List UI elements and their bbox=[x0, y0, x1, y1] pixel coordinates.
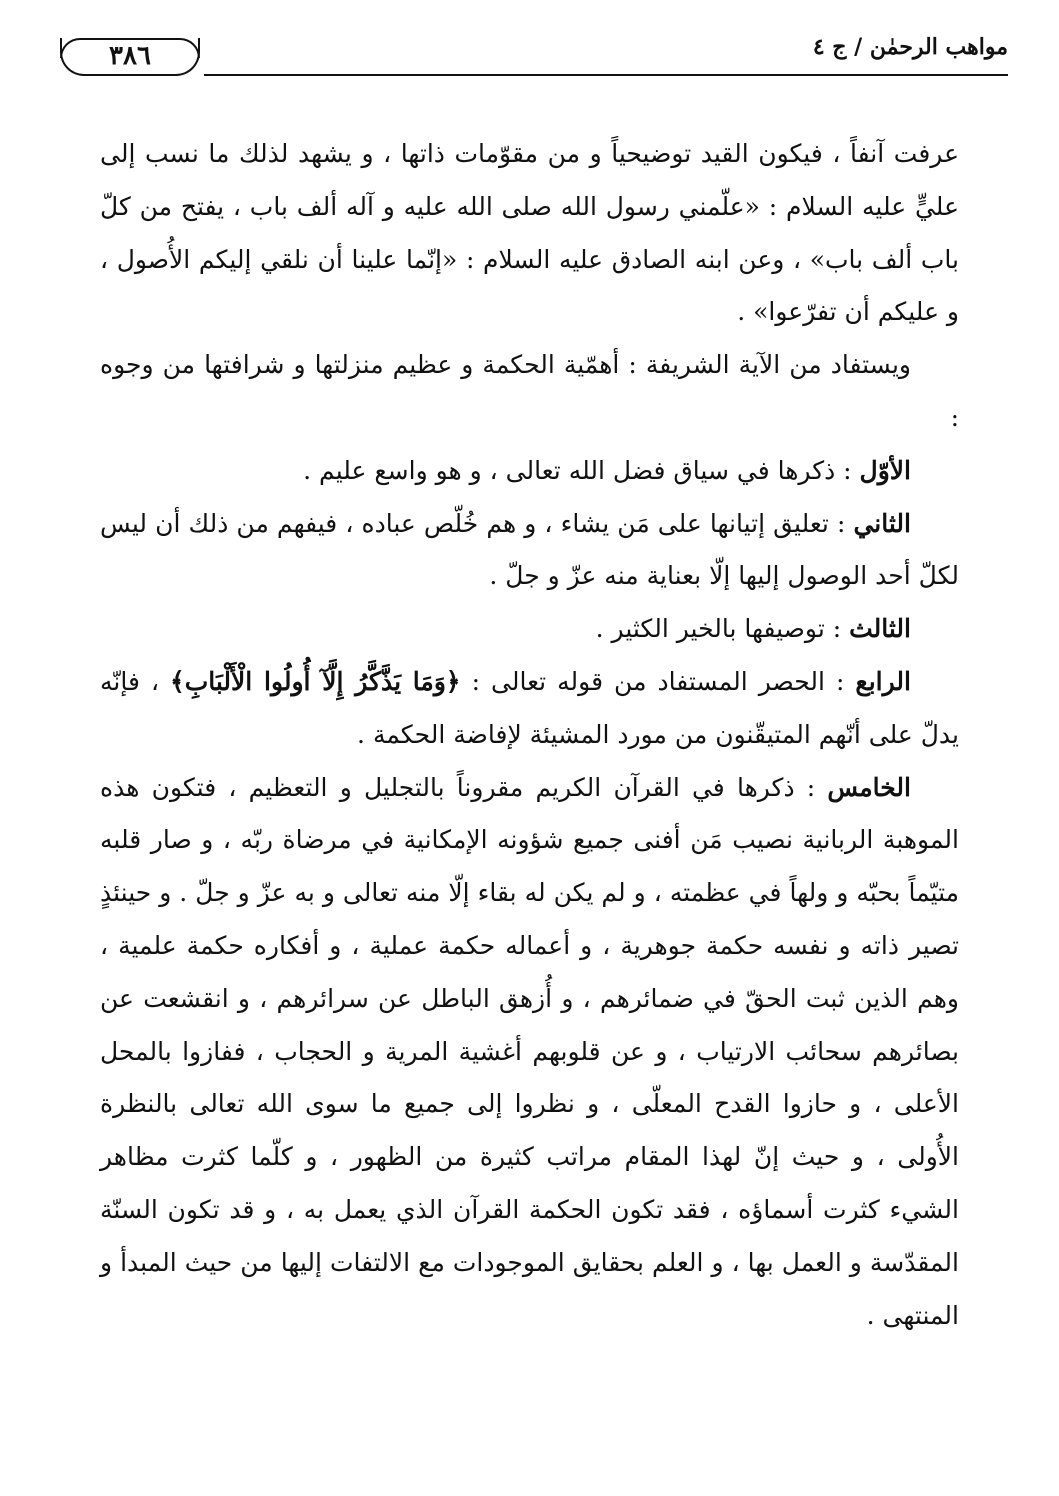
header-title: مواهب الرحمٰن / ج ٤ bbox=[812, 34, 1008, 60]
paragraph-text: : تعليق إتيانها على مَن يشاء ، و هم خُلّص عباده ، فيفهم من ذلك أن ليس لكلّ أحد الوصول إليها إلّا بعناية منه عزّ و جلّ . bbox=[100, 508, 959, 591]
paragraph-text: عرفت آنفاً ، فيكون القيد توضيحياً و من مقوّمات ذاتها ، و يشهد لذلك ما نسب إلى عليٍّ عليه السلام : «علّمني رسول الله صلى الله عليه و آله ألف باب ، يفتح من كلّ باب ألف باب» ، وعن ابنه الصادق عليه السلام : «إنّما علينا أن نلقي إليكم الأُصول ، و عليكم أن تفرّعوا» . bbox=[100, 139, 959, 327]
point-label: الثاني bbox=[853, 508, 911, 538]
paragraph bbox=[100, 128, 959, 339]
paragraph-text: ويستفاد من الآية الشريفة : أهمّية الحكمة و عظيم منزلتها و شرافتها من وجوه : bbox=[100, 350, 959, 432]
paragraph bbox=[100, 498, 959, 604]
point-label: الثالث bbox=[849, 614, 911, 644]
paragraph-text: ، فإنّه يدلّ على أنّهم المتيقّنون من مورد المشيئة لإفاضة الحكمة . bbox=[100, 666, 959, 749]
body-text bbox=[100, 128, 959, 1342]
point-label: الخامس bbox=[827, 772, 911, 802]
paragraph-text: : توصيفها بالخير الكثير . bbox=[595, 614, 850, 644]
point-label: الرابع bbox=[855, 666, 911, 696]
paragraph-text: : الحصر المستفاد من قوله تعالى : bbox=[460, 666, 856, 696]
paragraph bbox=[100, 762, 959, 1343]
paragraph bbox=[100, 656, 959, 762]
paragraph bbox=[100, 603, 959, 656]
paragraph bbox=[100, 445, 959, 498]
header-rule bbox=[204, 74, 1008, 76]
page-number: ٣٨٦ bbox=[60, 38, 200, 76]
quran-verse: ﴿وَمَا يَذَّكَّرُ إِلَّآ أُولُوا الْأَلْبَابِ﴾ bbox=[170, 666, 461, 696]
paragraph-text: : ذكرها في القرآن الكريم مقروناً بالتجليل و التعظيم ، فتكون هذه الموهبة الربانية نصيب مَن أفنى جميع شؤونه الإمكانية في مرضاة ربّه ، و صار قلبه متيّماً بحبّه و ولهاً في عظمته ، و لم يكن له بقاء إلّا منه تعالى و به عزّ و جلّ . و حينئذٍ تصير ذاته و نفسه حكمة جوهرية ، و أعماله حكمة عملية ، و أفكاره حكمة علمية ، وهم الذين ثبت الحقّ في ضمائرهم ، و أُزهق الباطل عن سرائرهم ، و انقشعت عن بصائرهم سحائب الارتياب ، و عن قلوبهم أغشية المرية و الحجاب ، ففازوا بالمحل الأعلى ، و حازوا القدح المعلّى ، و نظروا إلى جميع ما سوى الله تعالى بالنظرة الأُولى ، و حيث إنّ لهذا المقام مراتب كثيرة من الظهور ، و كلّما كثرت مظاهر الشيء كثرت أسماؤه ، فقد تكون الحكمة القرآن الذي يعمل به ، و قد تكون السنّة المقدّسة و العمل بها ، و العلم بحقايق الموجودات مع الالتفات إليها من حيث المبدأ و المنتهى . bbox=[100, 772, 959, 1330]
point-label: الأوّل bbox=[859, 455, 911, 485]
paragraph-text: : ذكرها في سياق فضل الله تعالى ، و هو واسع عليم . bbox=[303, 455, 860, 485]
running-header bbox=[60, 30, 1008, 82]
paragraph bbox=[100, 339, 959, 445]
